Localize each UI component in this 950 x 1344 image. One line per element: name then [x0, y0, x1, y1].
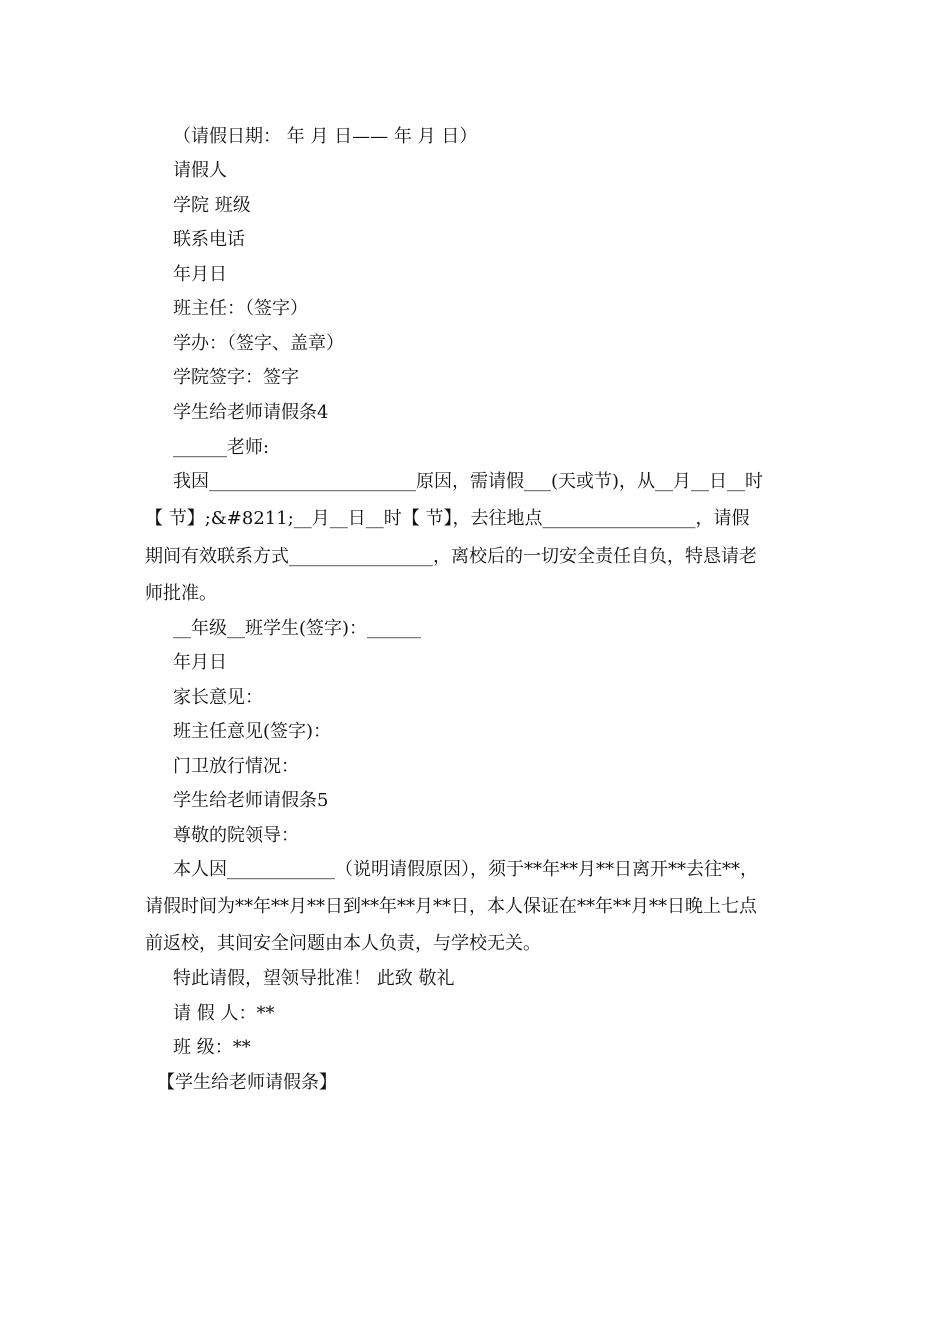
parent-opinion-line: 家长意见：	[173, 687, 263, 708]
leave-date-line: （请假日期： 年 月 日—— 年 月 日）	[173, 126, 478, 147]
college-class-line: 学院 班级	[173, 195, 251, 216]
section-title-4: 学生给老师请假条4	[173, 402, 329, 423]
college-signature-line: 学院签字：签字	[173, 367, 299, 388]
body-line-2: 【 节】;&#8211;__月__日__时【 节】，去往地点_________________，请假	[145, 508, 750, 529]
class-line: 班 级：**	[173, 1037, 251, 1058]
salutation-teacher: ______老师:	[173, 437, 270, 458]
closing-line: 特此请假，望领导批准！ 此致 敬礼	[173, 968, 455, 989]
applicant-line: 请假人	[173, 160, 227, 181]
student-signature-line: __年级__班学生(签字)：______	[173, 618, 422, 639]
office-signature-line: 学办：（签字、盖章）	[173, 333, 344, 354]
footer-title: 【学生给老师请假条】	[157, 1072, 337, 1093]
section-title-5: 学生给老师请假条5	[173, 790, 329, 811]
body5-line-3: 前返校，其间安全问题由本人负责，与学校无关。	[145, 933, 541, 954]
phone-line: 联系电话	[173, 229, 245, 250]
head-teacher-opinion-line: 班主任意见(签字)：	[173, 721, 332, 742]
guard-release-line: 门卫放行情况：	[173, 756, 299, 777]
head-teacher-signature-line: 班主任：（签字）	[173, 298, 308, 319]
body-line-1: 我因_______________________原因，需请假___(天或节)，从__月__日__时	[173, 471, 764, 492]
salutation-leaders: 尊敬的院领导：	[173, 825, 299, 846]
date-line: 年月日	[173, 264, 227, 285]
body5-line-1: 本人因____________（说明请假原因），须于**年**月**日离开**去往**，	[173, 859, 758, 880]
applicant-name-line: 请 假 人：**	[173, 1003, 275, 1024]
body-line-3: 期间有效联系方式________________，离校后的一切安全责任自负，特恳请老	[145, 546, 757, 567]
date-line-2: 年月日	[173, 652, 227, 673]
body5-line-2: 请假时间为**年**月**日到**年**月**日，本人保证在**年**月**日晚上七点	[145, 896, 757, 917]
body-line-4: 师批准。	[145, 583, 217, 604]
